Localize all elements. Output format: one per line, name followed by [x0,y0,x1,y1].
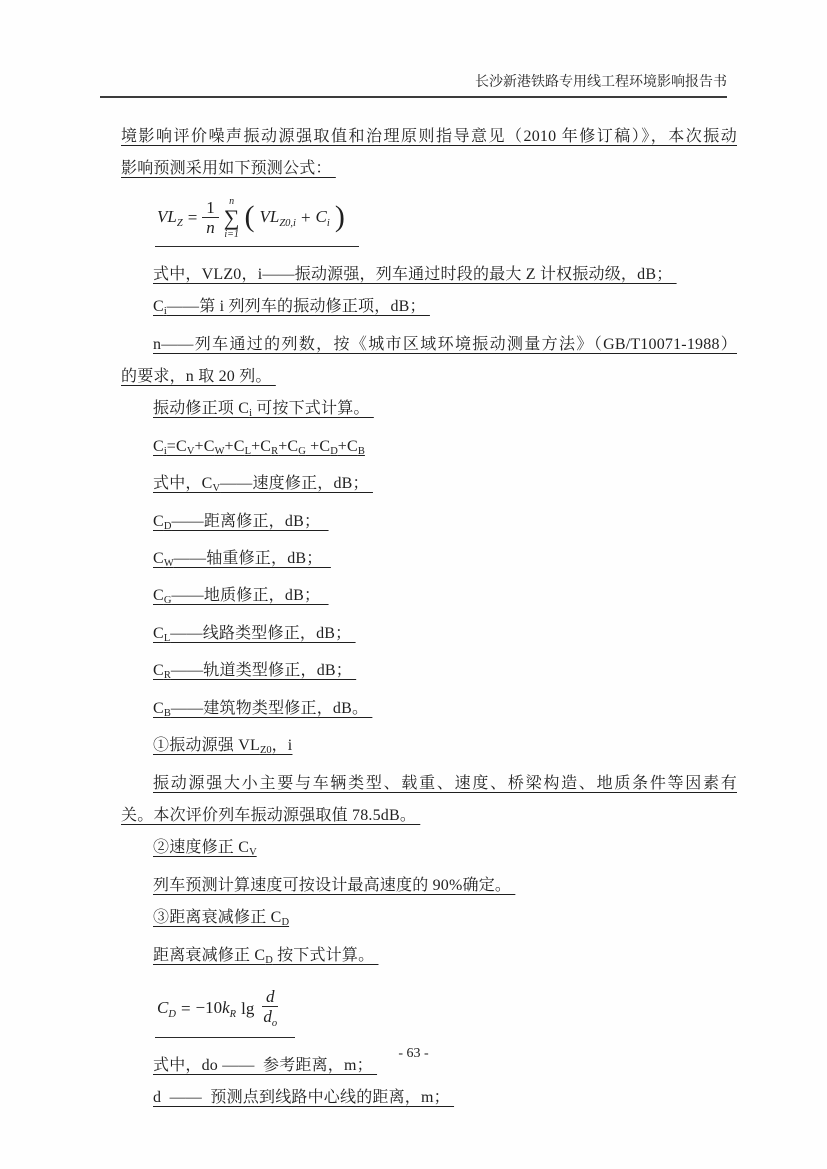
text-segment: d —— 预测点到线路中心线的距离，m； [153,1088,455,1106]
subscript-text: i [163,306,167,318]
formula-subscript: Z0,i [279,217,296,229]
text-line [121,543,737,580]
formula-term [259,207,295,229]
text-segment: +C [278,437,299,455]
subscript-text: V [249,847,257,859]
equals-sign: = [187,207,198,227]
formula-vlz [155,194,359,247]
text-segment: +C [224,437,245,455]
text-line [121,800,737,832]
paragraph-group-intro [121,121,737,186]
formula-term: VL [157,206,177,226]
subscript-text: W [214,445,225,457]
formula-cd [155,985,295,1038]
text-line [121,1082,737,1114]
fraction-denominator: n [206,218,215,238]
subscript-text: W [163,558,174,570]
subscript-text: D [163,520,172,532]
text-segment: ——轨道类型修正，dB； [170,662,357,680]
formula-term [157,998,176,1020]
subscript-text: R [163,670,171,682]
text-segment: ——轴重修正，dB； [173,550,331,568]
sigma-lower-limit: i=1 [224,228,239,240]
formula-vlz-row [155,194,737,247]
subscript-text: G [298,445,306,457]
text-segment: ③距离衰减修正 C [153,909,282,927]
sigma-operator [224,196,240,240]
subscript-text: D [265,954,273,966]
fraction [202,198,219,238]
fraction-numerator: d [262,987,279,1008]
text-segment: 列车预测计算速度可按设计最高速度的 90%确定。 [153,876,516,894]
fraction-numerator: 1 [202,198,219,219]
formula-term [316,207,330,229]
formula-subscript: Z [176,217,183,229]
text-segment: C [153,437,164,455]
formula-term [196,998,237,1020]
text-segment: C [153,512,164,530]
formula-term: k [222,997,230,1017]
text-segment: 影响预测采用如下预测公式： [121,160,336,178]
text-segment: 式中，C [153,475,213,493]
plus-sign: + [300,207,311,227]
subscript-text: i [163,445,167,457]
formula-subscript: o [271,1018,278,1030]
formula-subscript: R [229,1008,237,1020]
subscript-text: L [244,445,252,457]
close-paren: ) [334,199,345,233]
text-line [121,768,737,800]
formula-term [157,207,183,229]
text-line [121,580,737,617]
subscript-text: V [186,445,195,457]
text-line [121,153,737,185]
text-line [121,393,737,430]
page-number: - 63 - [398,1046,429,1061]
text-segment: 距离衰减修正 C [153,946,266,964]
formula-subscript: D [168,1008,176,1020]
text-segment: ——线路类型修正，dB； [170,624,356,642]
document-body [121,121,737,1114]
text-line [121,259,737,291]
text-line [121,329,737,361]
text-segment: 境影响评价噪声振动源强取值和治理原则指导意见（2010 年修订稿）》，本次振动 [121,128,737,145]
text-line [121,468,737,505]
sigma-upper-limit: n [229,195,235,207]
header-title: 长沙新港铁路专用线工程环境影响报告书 [475,75,727,90]
text-line [121,693,737,730]
formula-term: C [157,997,169,1017]
text-segment: 可按下式计算。 [252,400,374,418]
text-segment: =C [166,437,187,455]
text-segment: n——列车通过的列数，按《城市区域环境振动测量方法》（GB/T10071-1988） [153,335,737,353]
text-segment: +C [305,437,331,455]
text-segment: ——地质修正，dB； [171,587,329,605]
text-segment: 式中，do —— 参考距离，m； [153,1056,378,1074]
subscript-text: Z0 [259,745,272,757]
text-line [121,506,737,543]
page-header [100,74,727,98]
text-segment: ——速度修正，dB； [220,475,373,493]
text-line [121,291,737,328]
text-segment: ——建筑物类型修正，dB。 [170,699,373,717]
text-segment: 的要求，n 取 20 列。 [121,368,276,386]
text-line [121,870,737,902]
text-segment: 关。本次评价列车振动源强取值 78.5dB。 [121,806,421,824]
formula-cd-row [155,985,737,1038]
text-segment: 按下式计算。 [272,946,379,964]
text-segment: ——距离修正，dB； [171,512,329,530]
subscript-text: i [249,408,252,420]
subscript-text: V [212,483,221,495]
text-segment: C [153,699,164,717]
text-segment: C [153,550,164,568]
paragraph-group-main [121,259,737,977]
text-segment: ——第 i 列列车的振动修正项，dB； [166,298,430,316]
text-line [121,902,737,939]
text-line [121,121,737,153]
fraction [259,987,281,1031]
page-footer [0,1046,827,1062]
open-paren: ( [244,199,255,233]
text-line [121,730,737,767]
text-line [121,940,737,977]
text-segment: C [153,624,164,642]
equals-sign: = [180,998,191,1018]
text-segment: ②速度修正 C [153,839,250,857]
log-operator: lg [241,998,255,1018]
fraction-denominator [259,1007,281,1030]
text-segment: ，i [271,737,293,755]
subscript-text: D [281,917,290,929]
text-line [121,618,737,655]
text-segment: C [153,587,164,605]
text-line [121,431,737,468]
text-segment: ①振动源强 VL [153,737,260,755]
text-segment: 振动修正项 C [153,400,250,418]
subscript-text: B [163,707,171,719]
text-segment: +C [251,437,272,455]
subscript-text: R [271,445,279,457]
text-line [121,832,737,869]
formula-term: d [263,1007,272,1027]
text-segment: +C [337,437,358,455]
subscript-text: L [163,632,171,644]
text-segment: C [153,662,164,680]
text-segment: 式中，VLZ0，i——振动源强，列车通过时段的最大 Z 计权振动级，dB； [153,265,677,283]
formula-subscript: i [326,217,330,229]
text-segment: 振动源强大小主要与车辆类型、载重、速度、桥梁构造、地质条件等因素有 [153,774,737,792]
text-segment: C [153,298,164,316]
subscript-text: D [330,445,338,457]
text-line [121,655,737,692]
formula-term: C [315,206,327,226]
subscript-text: G [163,595,172,607]
text-segment: +C [194,437,215,455]
formula-term: VL [259,206,280,226]
coefficient: −10 [195,997,223,1017]
subscript-text: B [357,445,365,457]
text-line [121,361,737,393]
sigma-icon: ∑ [223,204,240,230]
